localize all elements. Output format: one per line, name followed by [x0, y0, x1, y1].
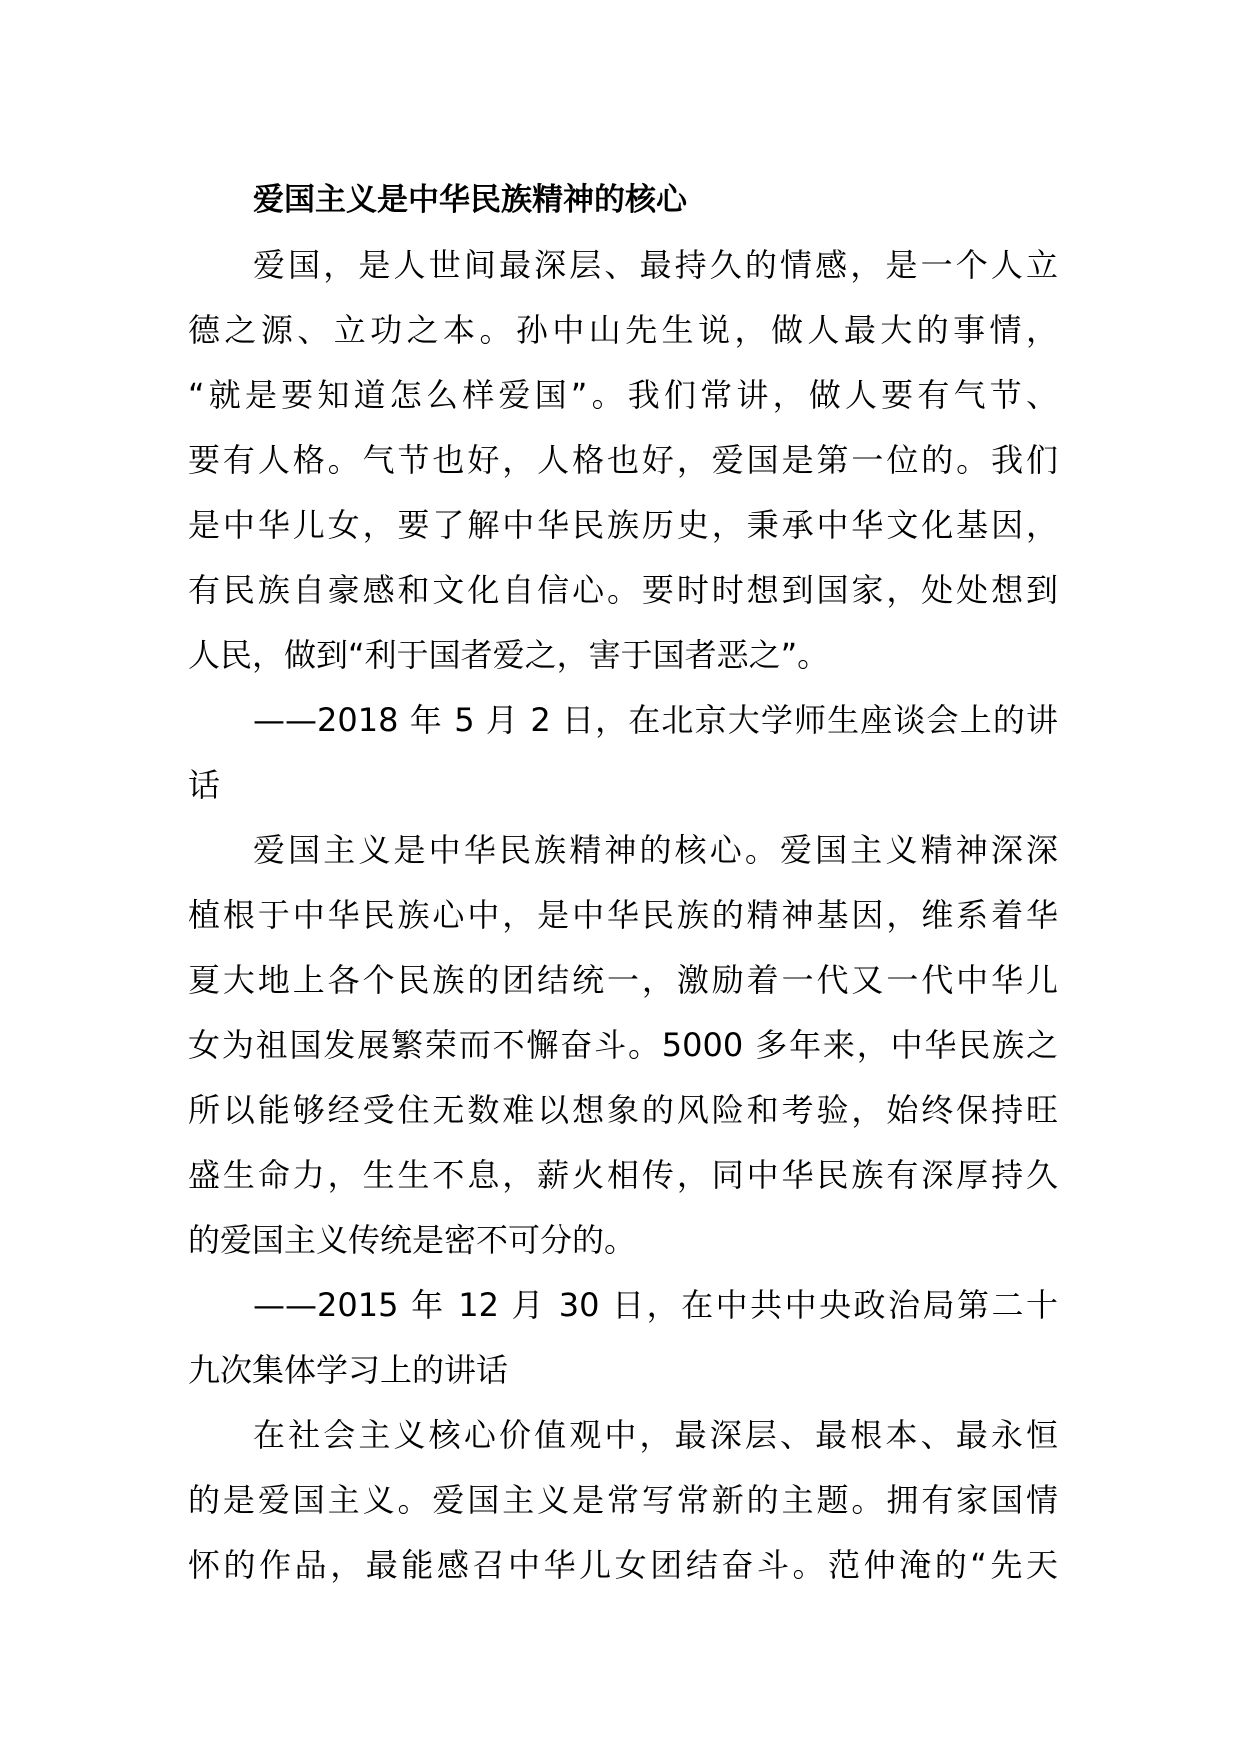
paragraph — [188, 818, 1058, 1273]
paragraph — [188, 1403, 1058, 1598]
text-line: 九次集体学习上的讲话 — [188, 1351, 509, 1389]
text-line: “就是要知道怎么样爱国”。我们常讲，做人要有气节、 — [188, 376, 1058, 414]
text-line: 人民，做到“利于国者爱之，害于国者恶之”。 — [188, 636, 830, 674]
document-body — [188, 168, 1058, 1598]
text-line: 德之源、立功之本。孙中山先生说，做人最大的事情， — [188, 311, 1058, 349]
text-line: 植根于中华民族心中，是中华民族的精神基因，维系着华 — [188, 896, 1058, 934]
text-line: 爱国，是人世间最深层、最持久的情感，是一个人立 — [253, 246, 1058, 284]
text-line: 话 — [188, 766, 221, 804]
text-line: 盛生命力，生生不息，薪火相传，同中华民族有深厚持久 — [188, 1156, 1058, 1194]
document-heading: 爱国主义是中华民族精神的核心 — [253, 182, 687, 218]
text-line: ——2018 年 5 月 2 日，在北京大学师生座谈会上的讲 — [253, 701, 1058, 739]
text-line: 怀的作品，最能感召中华儿女团结奋斗。范仲淹的“先天 — [188, 1546, 1058, 1584]
text-line: 爱国主义是中华民族精神的核心。爱国主义精神深深 — [253, 831, 1058, 869]
text-line: 夏大地上各个民族的团结统一，激励着一代又一代中华儿 — [188, 961, 1058, 999]
text-line: 要有人格。气节也好，人格也好，爱国是第一位的。我们 — [188, 441, 1058, 479]
text-line: 是中华儿女，要了解中华民族历史，秉承中华文化基因， — [188, 506, 1058, 544]
source-citation — [188, 688, 1058, 818]
text-line: 所以能够经受住无数难以想象的风险和考验，始终保持旺 — [188, 1091, 1058, 1129]
text-line: 女为祖国发展繁荣而不懈奋斗。5000 多年来，中华民族之 — [188, 1026, 1058, 1064]
text-line: ——2015 年 12 月 30 日，在中共中央政治局第二十 — [253, 1286, 1058, 1324]
source-citation — [188, 1273, 1058, 1403]
text-line: 有民族自豪感和文化自信心。要时时想到国家，处处想到 — [188, 571, 1058, 609]
text-line: 在社会主义核心价值观中，最深层、最根本、最永恒 — [253, 1416, 1058, 1454]
paragraph — [188, 233, 1058, 688]
text-line: 的爱国主义传统是密不可分的。 — [188, 1221, 637, 1259]
text-line: 的是爱国主义。爱国主义是常写常新的主题。拥有家国情 — [188, 1481, 1058, 1519]
